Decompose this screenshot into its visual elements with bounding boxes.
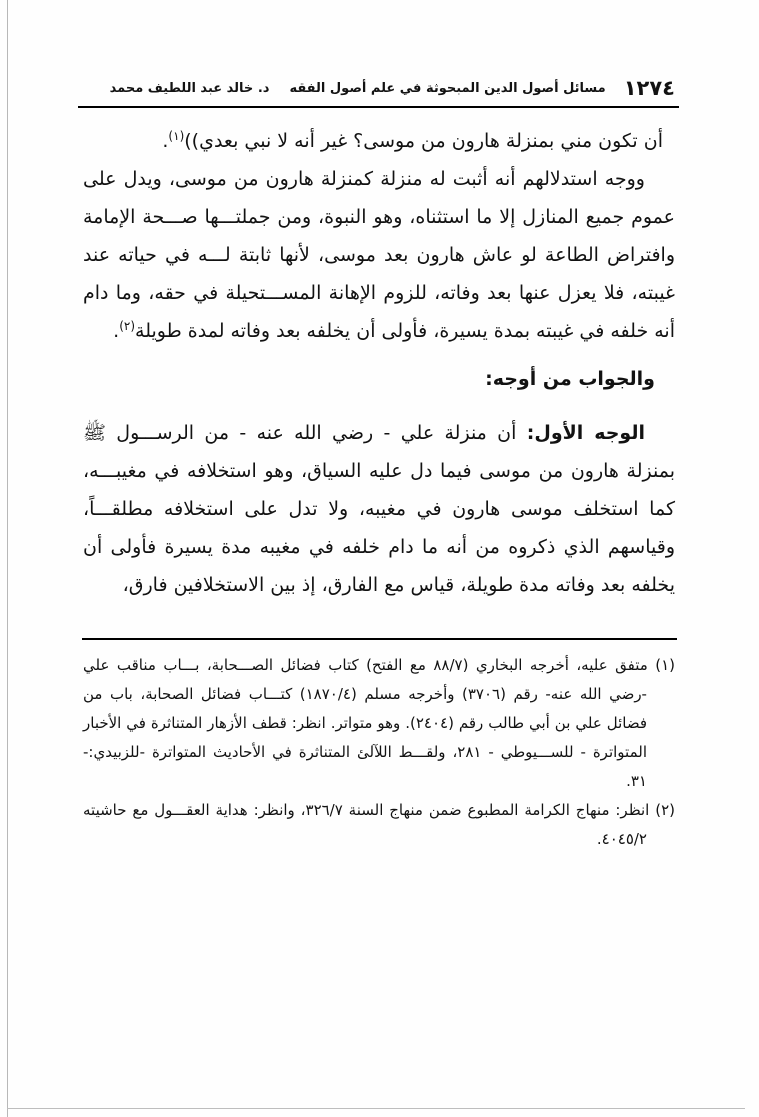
footnote-separator [82,638,677,640]
paragraph-lead: الوجه الأول: [526,422,645,444]
quote-text: أن تكون مني بمنزلة هارون من موسى؟ غير أنه لا نبي بعدي)) [184,130,663,152]
footnote-2: (٢) انظر: منهاج الكرامة المطبوع ضمن منهاج السنة ٣٢٦/٧، وانظر: هداية العقـــول مع حاشيته ٤٠٤٥/٢. [83,801,675,848]
scan-edge-bottom [7,1108,745,1109]
footnote-ref-2: (٢) [119,319,136,333]
running-title: مسائل أصول الدين المبحوثة في علم أصول الفقه [289,80,606,96]
paragraph-argument [83,160,675,350]
paragraph-hadith-quote-end [83,122,675,160]
sentence-period: . [113,320,120,342]
header-rule [78,106,679,108]
footnote-1: (١) متفق عليه، أخرجه البخاري (٨٨/٧ مع الفتح) كتاب فضائل الصـــحابة، بـــاب مناقب علي -رضي الله عنه- رقم (٣٧٠٦) وأخرجه مسلم (١٨٧٠/٤) كتـــاب فضائل الصحابة، باب من فضائل علي بن أبي طالب رقم (٢٤٠٤). وهو متواتر. انظر: قطف الأزهار المتناثرة في الأخبار المتواترة - للســـيوطي - ٢٨١، ولقـــط اللآلئ المتناثرة في الأحاديث المتواترة -للزبيدي:- ٣١. [83,656,675,790]
page-header [83,76,675,100]
scan-edge-left [7,0,8,1117]
footnotes-section [83,651,675,854]
page-number: ١٢٧٤ [623,76,675,100]
response-text: أن منزلة علي - رضي الله عنه - من الرســـول ﷺ بمنزلة هارون من موسى فيما دل عليه السياق، وهو استخلافه في مغيبـــه، كما استخلف موسى هارون في مغيبه، ولا تدل على استخلافه مطلقـــاً، وقياسهم الذي ذكروه من أنه ما دام خلفه في مغيبه مدة يسيرة فأولى أن يخلفه بعد وفاته مدة طويلة، قياس مع الفارق، إذ بين الاستخلافين فارق، [83,422,675,596]
paragraph-first-response [83,414,675,604]
running-head [110,81,606,96]
section-heading: والجواب من أوجه: [485,368,655,390]
page-body [83,122,675,604]
footnote-ref-1: (١) [168,129,185,143]
running-author: د. خالد عبد اللطيف محمد [109,80,270,96]
argument-text: ووجه استدلالهم أنه أثبت له منزلة كمنزلة هارون من موسى، ويدل على عموم جميع المنازل إلا ما استثناه، وهو النبوة، ومن جملتـــها صـــحة الإمامة وافتراض الطاعة لو عاش هارون بعد موسى، لأنها ثابتة لـــه في حياته عند غيبته، فلا يعزل عنها بعد وفاته، للزوم الإهانة المســـتحيلة في حقه، وما دام أنه خلفه في غيبته بمدة يسيرة، فأولى أن يخلفه بعد وفاته لمدة طويلة [83,168,675,342]
sentence-period: . [162,130,169,152]
